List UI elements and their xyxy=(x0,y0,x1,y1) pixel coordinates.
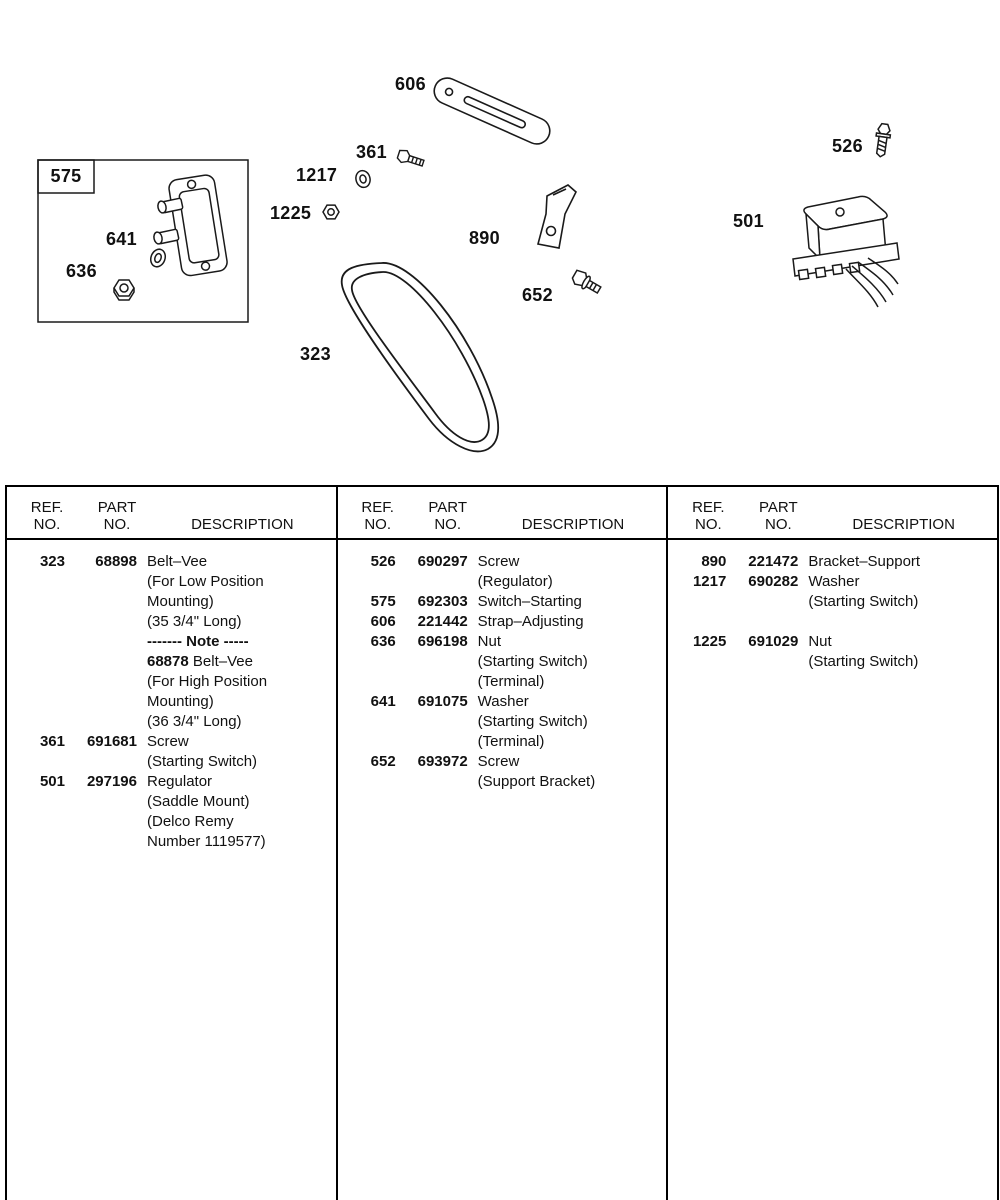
part-no: 691029 xyxy=(748,633,799,650)
part-label-1225: 1225 xyxy=(270,203,312,223)
description: Belt–Vee (For Low Position Mounting) (35 3/4" Long) ------- Note ----- 68878 Belt–Vee (For High Position Mounting) (36 3/4" Long) xyxy=(147,553,268,730)
screw-361-drawing xyxy=(396,148,425,168)
ref-no: 636 xyxy=(370,633,396,650)
part-no: 691681 xyxy=(86,733,137,750)
parts-row-526 xyxy=(354,552,661,592)
part-label-501: 501 xyxy=(733,211,764,231)
description: Switch–Starting xyxy=(477,593,582,610)
description: Nut (Starting Switch) xyxy=(808,633,919,670)
header-ref-line1: REF. xyxy=(361,499,394,516)
description: Regulator (Saddle Mount) (Delco Remy Number 1119577) xyxy=(147,773,266,850)
header-description: DESCRIPTION xyxy=(191,516,294,533)
header-part-no xyxy=(742,499,814,533)
part-no: 696198 xyxy=(417,633,468,650)
table-header xyxy=(338,487,667,540)
header-ref-no xyxy=(352,499,404,533)
header-ref-line1: REF. xyxy=(692,499,725,516)
diagram-drawing xyxy=(0,0,1000,485)
column-entries xyxy=(668,540,997,672)
part-no: 221442 xyxy=(417,613,468,630)
header-ref-line2: NO. xyxy=(364,516,391,533)
header-part-no xyxy=(412,499,484,533)
parts-row-1225 xyxy=(684,632,991,672)
description: Washer (Starting Switch) (Terminal) xyxy=(477,693,588,750)
part-label-1217: 1217 xyxy=(296,165,338,185)
parts-row-606 xyxy=(354,612,661,632)
washer-1217-drawing xyxy=(354,169,372,189)
nut-1225-drawing xyxy=(323,205,339,219)
parts-row-1217 xyxy=(684,572,991,612)
ref-no: 526 xyxy=(370,553,396,570)
part-label-606: 606 xyxy=(395,74,426,94)
header-ref-no xyxy=(682,499,734,533)
header-part-no xyxy=(81,499,153,533)
part-no: 297196 xyxy=(86,773,137,790)
screw-652-drawing xyxy=(570,269,603,296)
header-description: DESCRIPTION xyxy=(852,516,955,533)
column-entries xyxy=(338,540,667,792)
parts-row-652 xyxy=(354,752,661,792)
ref-no: 606 xyxy=(370,613,396,630)
nut-636-drawing xyxy=(114,280,134,300)
parts-row-323 xyxy=(23,552,330,732)
part-label-636: 636 xyxy=(66,261,97,281)
part-label-361: 361 xyxy=(356,142,387,162)
screw-526-drawing xyxy=(873,123,891,158)
ref-no: 575 xyxy=(370,593,396,610)
washer-641-drawing xyxy=(148,247,167,269)
description: Screw (Regulator) xyxy=(477,553,553,590)
part-label-652: 652 xyxy=(522,285,553,305)
ref-no: 641 xyxy=(370,693,396,710)
header-ref-line2: NO. xyxy=(33,516,61,533)
description: Screw (Starting Switch) xyxy=(147,733,258,770)
belt-vee-drawing xyxy=(342,263,499,451)
header-part-line1: PART xyxy=(428,499,467,516)
switch-starting-drawing xyxy=(168,174,229,277)
part-no: 692303 xyxy=(417,593,468,610)
parts-table-column-1 xyxy=(7,487,336,1200)
part-label-323: 323 xyxy=(300,344,331,364)
parts-row-636 xyxy=(354,632,661,692)
table-header xyxy=(7,487,336,540)
description: Nut (Starting Switch) (Terminal) xyxy=(477,633,588,690)
description: Screw (Support Bracket) xyxy=(477,753,596,790)
ref-no: 1217 xyxy=(692,573,727,590)
header-ref-no xyxy=(21,499,73,533)
parts-row-501 xyxy=(23,772,330,852)
header-part-line1: PART xyxy=(759,499,798,516)
exploded-parts-diagram xyxy=(0,0,1000,485)
description: Strap–Adjusting xyxy=(477,613,584,630)
ref-no: 501 xyxy=(39,773,65,790)
part-label-575: 575 xyxy=(50,166,82,186)
header-description: DESCRIPTION xyxy=(521,516,625,533)
part-no: 221472 xyxy=(748,553,799,570)
header-part-line1: PART xyxy=(97,499,137,516)
part-no: 68898 xyxy=(95,553,137,570)
table-header xyxy=(668,487,997,540)
header-part-line2: NO. xyxy=(434,516,461,533)
part-no: 690297 xyxy=(417,553,468,570)
parts-row-641 xyxy=(354,692,661,752)
header-part-line2: NO. xyxy=(765,516,792,533)
parts-table-column-2 xyxy=(336,487,667,1200)
header-ref-line2: NO. xyxy=(695,516,722,533)
parts-table xyxy=(5,485,999,1200)
column-entries xyxy=(7,540,336,852)
header-part-line2: NO. xyxy=(103,516,131,533)
header-ref-line1: REF. xyxy=(30,499,64,516)
part-no: 690282 xyxy=(748,573,799,590)
ref-no: 323 xyxy=(39,553,65,570)
part-no: 693972 xyxy=(417,753,468,770)
ref-no: 890 xyxy=(701,553,727,570)
ref-no: 1225 xyxy=(692,633,727,650)
description: Bracket–Support xyxy=(808,553,921,570)
bracket-890-drawing xyxy=(538,185,576,248)
parts-table-column-3 xyxy=(666,487,997,1200)
part-no: 691075 xyxy=(417,693,468,710)
regulator-drawing xyxy=(793,196,899,307)
part-label-890: 890 xyxy=(469,228,500,248)
description: Washer (Starting Switch) xyxy=(808,573,919,610)
strap-adjusting-drawing xyxy=(430,74,554,148)
parts-row-575 xyxy=(354,592,661,612)
parts-row-361 xyxy=(23,732,330,772)
ref-no: 652 xyxy=(370,753,396,770)
part-label-641: 641 xyxy=(106,229,137,249)
part-label-526: 526 xyxy=(832,136,863,156)
ref-no: 361 xyxy=(39,733,65,750)
parts-row-890 xyxy=(684,552,991,572)
